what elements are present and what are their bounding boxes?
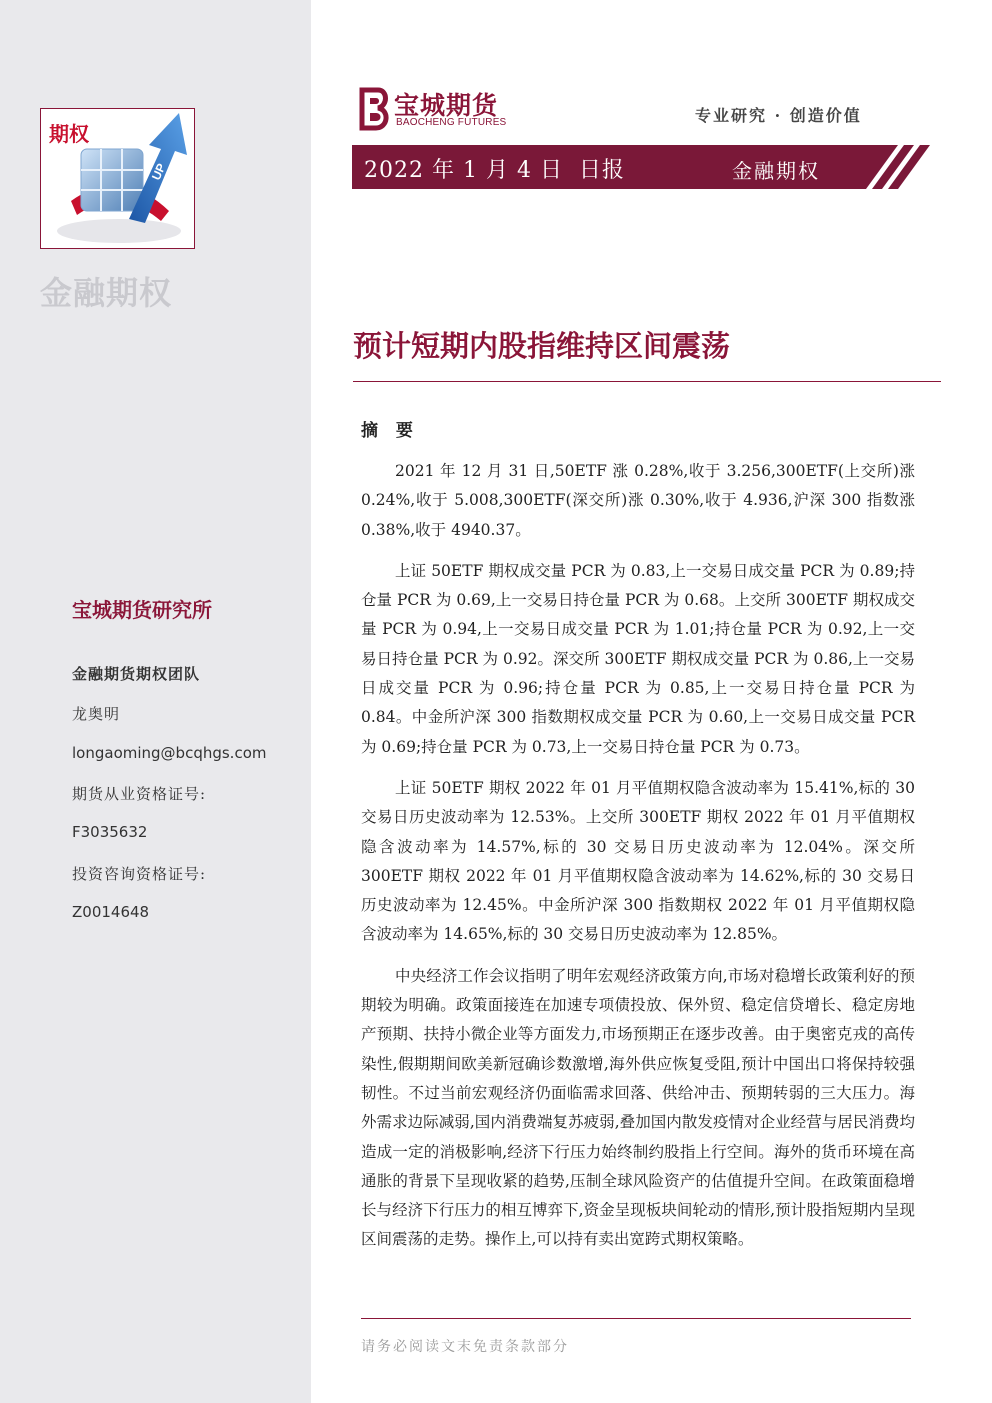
footer-divider [361, 1318, 911, 1319]
analyst-email[interactable]: longaoming@bcqhgs.com [72, 744, 267, 762]
consult-number: Z0014648 [72, 903, 150, 921]
license-label: 期货从业资格证号: [72, 785, 207, 803]
license-number: F3035632 [72, 823, 148, 841]
abstract-paragraph: 上证 50ETF 期权成交量 PCR 为 0.83,上一交易日成交量 PCR 为 0.89;持仓量 PCR 为 0.69,上一交易日持仓量 PCR 为 0.68。上交所 300ETF 期权成交量 PCR 为 0.94,上一交易日成交量 PCR 为 1.01;持仓量 PCR 为 0.92,上一交易日持仓量 PCR 为 0.92。深交所 300ETF 期权成交量 PCR 为 0.86,上一交易日成交量 PCR 为 0.96;持仓量 PCR 为 0.85,上一交易日持仓量 PCR 为 0.84。中金所沪深 300 指数期权成交量 PCR 为 0.60,上一交易日成交量 PCR 为 0.69;持仓量 PCR 为 0.73,上一交易日持仓量 PCR 为 0.73。 [361, 561, 915, 756]
consult-label: 投资咨询资格证号: [72, 865, 207, 883]
abstract-body [361, 457, 915, 1267]
report-date: 2022 年 1 月 4 日 日报 [364, 158, 625, 183]
company-logo [356, 86, 556, 132]
report-category: 金融期权 [732, 159, 820, 183]
sidebar [0, 0, 311, 1403]
logo-english-name: BAOCHENG FUTURES [396, 117, 507, 128]
cover-up-text: UP [148, 161, 169, 183]
abstract-paragraph: 中央经济工作会议指明了明年宏观经济政策方向,市场对稳增长政策利好的预期较为明确。政策面接连在加速专项债投放、保外贸、稳定信贷增长、稳定房地产预期、扶持小微企业等方面发力,市场预期正在逐步改善。由于奥密克戎的高传染性,假期期间欧美新冠确诊数激增,海外供应恢复受阻,预计中国出口将保持较强韧性。不过当前宏观经济仍面临需求回落、供给冲击、预期转弱的三大压力。海外需求边际减弱,国内消费端复苏疲弱,叠加国内散发疫情对企业经营与居民消费均造成一定的消极影响,经济下行压力始终制约股指上行空间。海外的货币环境在高通胀的背景下呈现收紧的趋势,压制全球风险资产的估值提升空间。在政策面稳增长与经济下行压力的相互博弈下,资金呈现板块间轮动的情形,预计股指短期内呈现区间震荡的走势。操作上,可以持有卖出宽跨式期权策略。 [361, 966, 915, 1249]
abstract-heading: 摘 要 [361, 421, 419, 441]
team-name: 金融期货期权团队 [72, 665, 201, 683]
logo-chinese-name: 宝城期货 [394, 91, 499, 120]
cover-illustration [41, 109, 195, 249]
footer-disclaimer: 请务必阅读文末免责条款部分 [361, 1339, 569, 1355]
cover-image [40, 108, 195, 249]
cover-label: 期权 [49, 122, 89, 146]
report-title: 预计短期内股指维持区间震荡 [353, 329, 731, 363]
abstract-paragraph: 上证 50ETF 期权 2022 年 01 月平值期权隐含波动率为 15.41%,标的 30 交易日历史波动率为 12.53%。上交所 300ETF 期权 2022 年 01 月平值期权隐含波动率为 14.57%,标的 30 交易日历史波动率为 12.04%。深交所 300ETF 期权 2022 年 01 月平值期权隐含波动率为 14.62%,标的 30 交易日历史波动率为 12.45%。中金所沪深 300 指数期权 2022 年 01 月平值期权隐含波动率为 14.65%,标的 30 交易日历史波动率为 12.85%。 [361, 778, 915, 944]
slogan: 专业研究 · 创造价值 [695, 106, 862, 125]
title-divider [353, 381, 941, 382]
abstract-paragraph: 2021 年 12 月 31 日,50ETF 涨 0.28%,收于 3.256,300ETF(上交所)涨 0.24%,收于 5.008,300ETF(深交所)涨 0.30%,收于 4.936,沪深 300 指数涨 0.38%,收于 4940.37。 [361, 462, 915, 539]
sidebar-title: 金融期权 [40, 274, 173, 312]
analyst-name: 龙奥明 [72, 705, 121, 723]
logo-mark-icon [356, 86, 390, 132]
institute-name: 宝城期货研究所 [72, 598, 212, 622]
